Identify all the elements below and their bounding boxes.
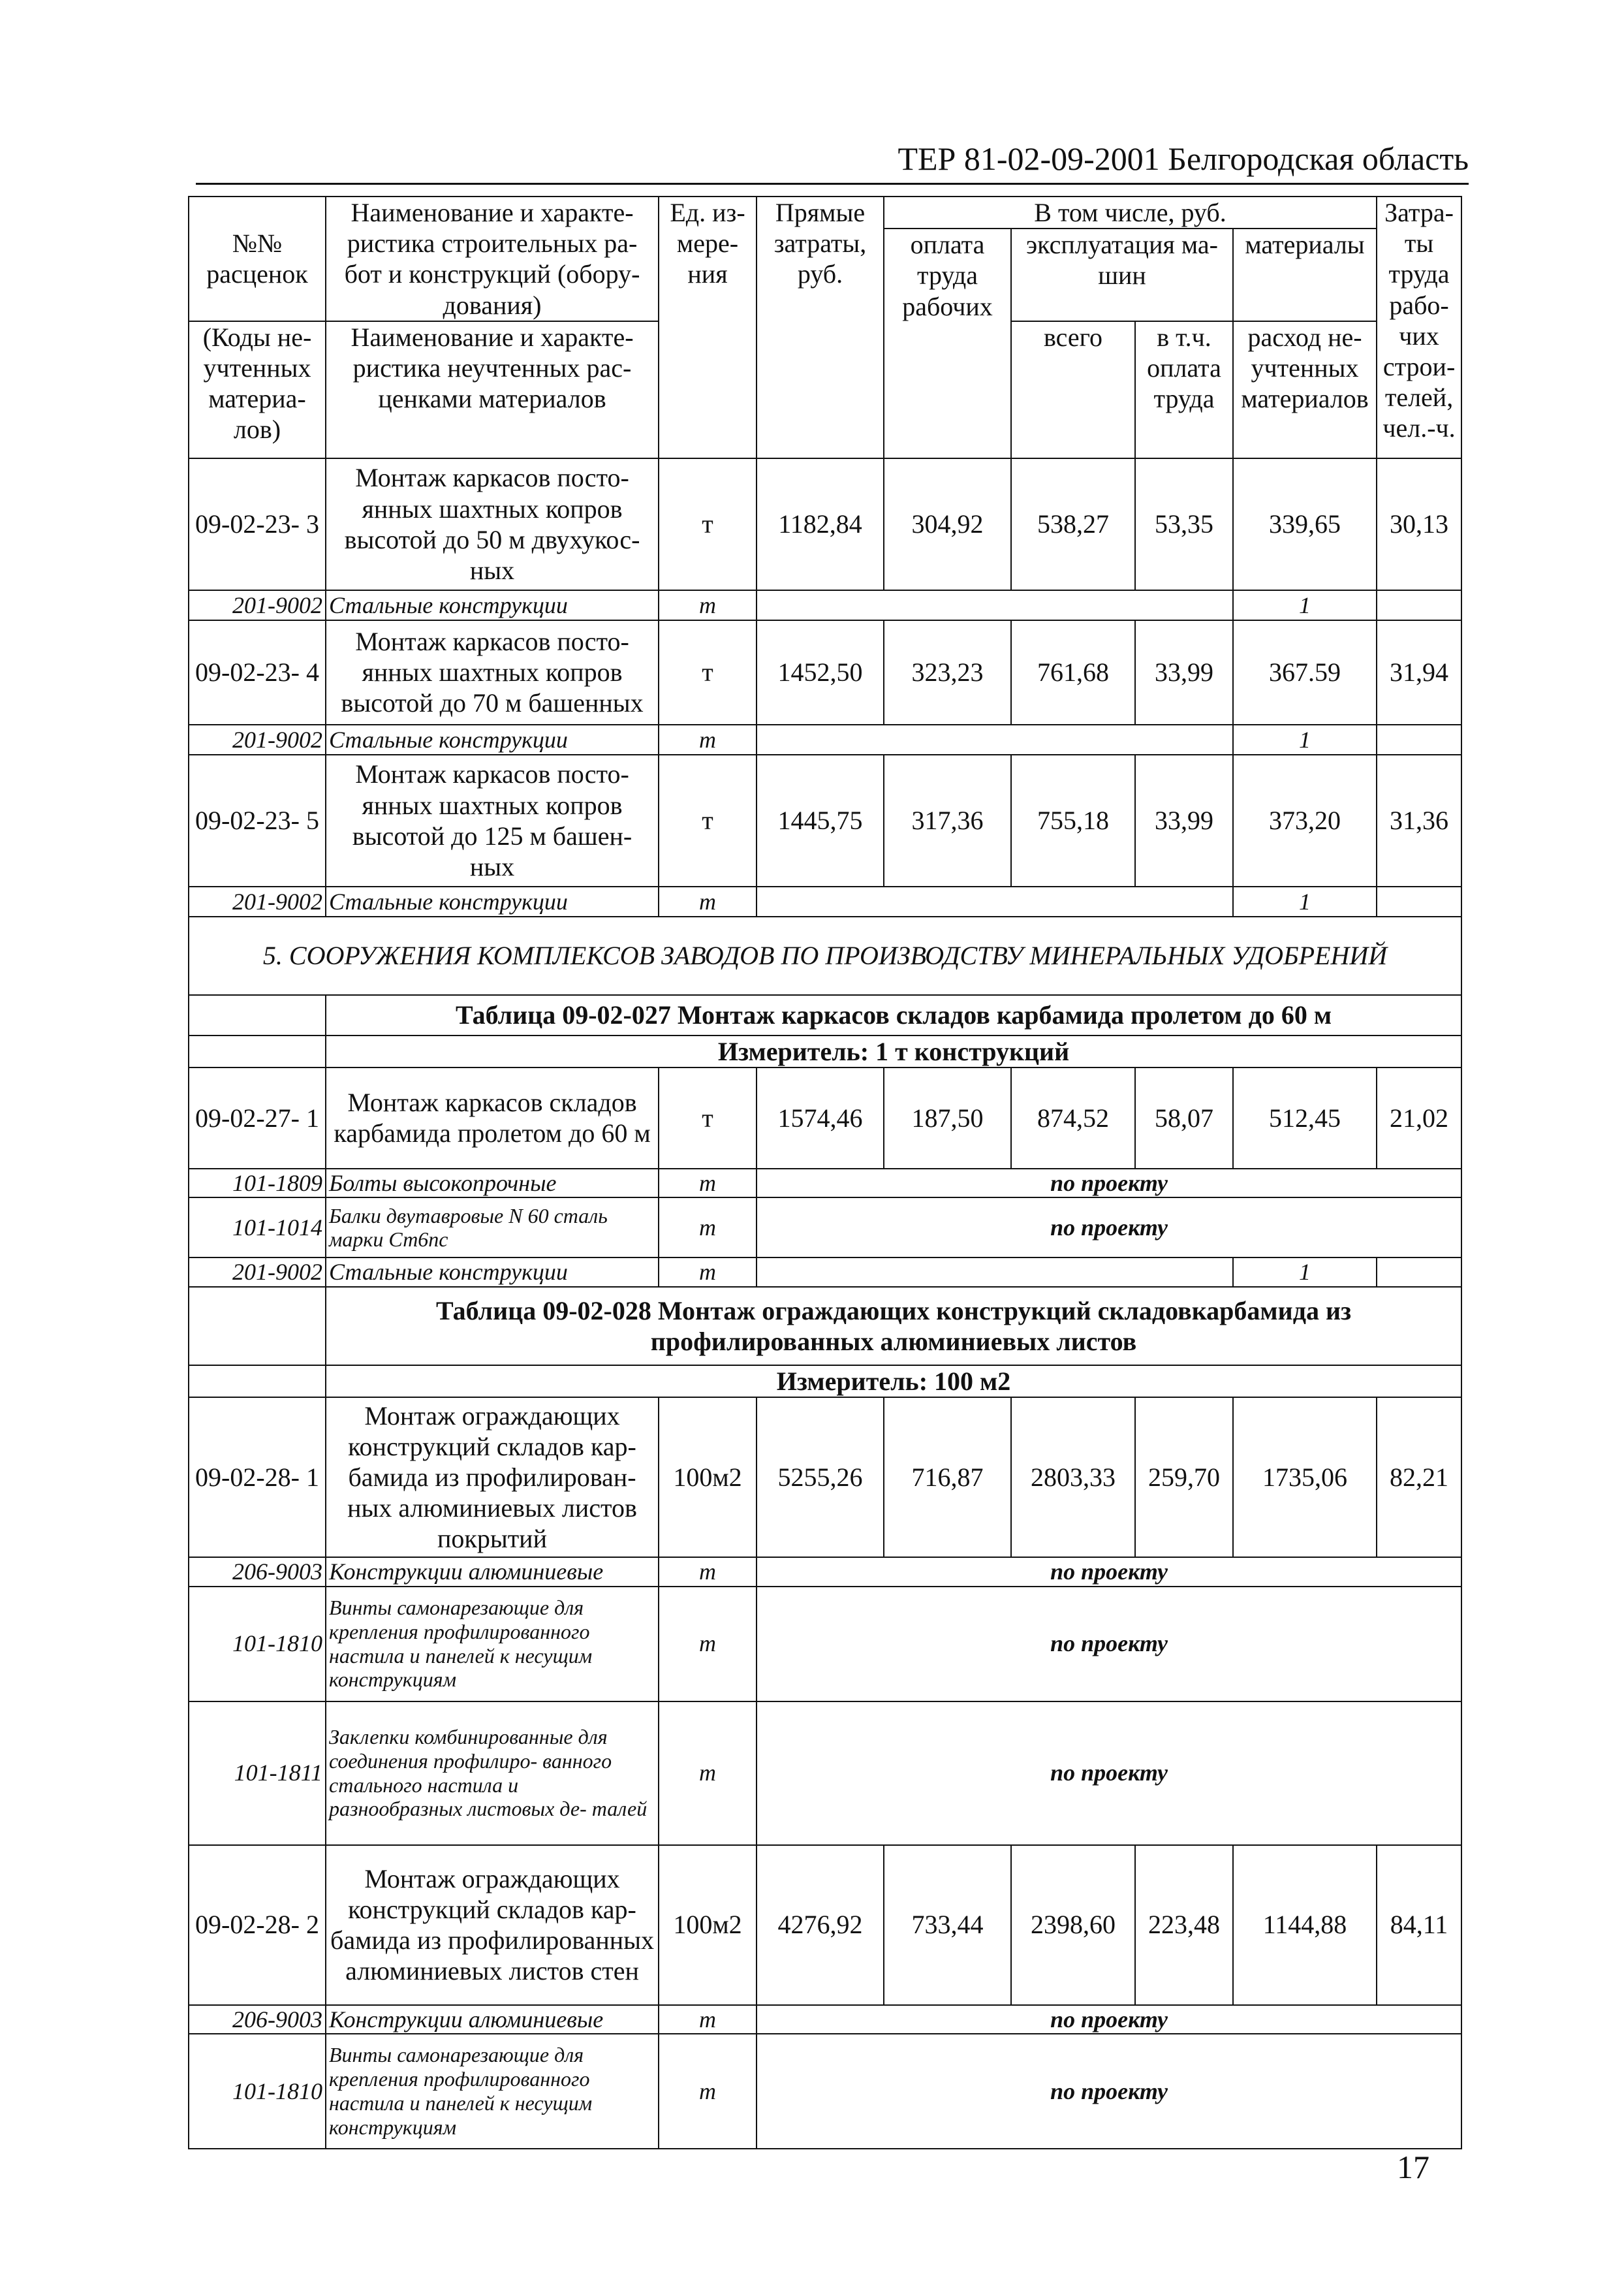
row-code: 09-02-28- 2 xyxy=(189,1845,326,2005)
row-machines: 761,68 xyxy=(1011,620,1135,725)
material-qty: по проекту xyxy=(757,1587,1461,1701)
material-qty: по проекту xyxy=(757,1701,1461,1845)
material-name: Балки двутавровые N 60 сталь марки Ст6пс xyxy=(326,1197,659,1257)
material-name: Стальные конструкции xyxy=(326,590,659,620)
col-code-header: №№ расценок xyxy=(189,197,326,321)
row-name: Монтаж каркасов посто- янных шахтных копров высотой до 70 м башенных xyxy=(326,620,659,725)
price-table xyxy=(188,196,1462,2149)
material-unit: т xyxy=(659,1257,757,1286)
material-row xyxy=(189,1557,1461,1586)
row-direct: 1574,46 xyxy=(757,1067,884,1169)
material-name: Стальные конструкции xyxy=(326,1257,659,1286)
row-machines-pay: 33,99 xyxy=(1135,755,1233,887)
row-direct: 4276,92 xyxy=(757,1845,884,2005)
material-unit: т xyxy=(659,887,757,917)
table-meter: Измеритель: 1 т конструкций xyxy=(326,1036,1461,1067)
material-unit: т xyxy=(659,1197,757,1257)
row-machines-pay: 58,07 xyxy=(1135,1067,1233,1169)
row-code: 09-02-27- 1 xyxy=(189,1067,326,1169)
row-machines: 2398,60 xyxy=(1011,1845,1135,2005)
table-row xyxy=(189,1845,1461,2005)
col-unaccounted-header: расход не- учтенных материалов xyxy=(1233,321,1377,458)
material-unit: т xyxy=(659,1587,757,1701)
material-unit: т xyxy=(659,590,757,620)
material-qty: 1 xyxy=(1233,887,1377,917)
row-labor: 323,23 xyxy=(884,620,1011,725)
material-blank xyxy=(1377,887,1461,917)
material-row xyxy=(189,590,1461,620)
material-code: 201-9002 xyxy=(189,590,326,620)
table-row xyxy=(189,1397,1461,1557)
title-blank xyxy=(189,1287,326,1365)
row-name: Монтаж ограждающих конструкций складов кар- бамида из профилирован- ных алюминиевых листов покрытий xyxy=(326,1397,659,1557)
material-name: Конструкции алюминиевые xyxy=(326,1557,659,1586)
material-qty: 1 xyxy=(1233,725,1377,755)
row-labor: 733,44 xyxy=(884,1845,1011,2005)
material-unit: т xyxy=(659,2005,757,2034)
table-row xyxy=(189,620,1461,725)
row-name: Монтаж каркасов посто- янных шахтных копров высотой до 50 м двухукос- ных xyxy=(326,458,659,590)
table-row xyxy=(189,458,1461,590)
row-unit: т xyxy=(659,1067,757,1169)
material-row xyxy=(189,1169,1461,1197)
row-code: 09-02-28- 1 xyxy=(189,1397,326,1557)
header-rule xyxy=(196,183,1469,185)
row-direct: 5255,26 xyxy=(757,1397,884,1557)
row-labor-hours: 31,36 xyxy=(1377,755,1461,887)
material-blank xyxy=(757,1257,1233,1286)
material-name: Конструкции алюминиевые xyxy=(326,2005,659,2034)
row-name: Монтаж каркасов посто- янных шахтных копров высотой до 125 м башен- ных xyxy=(326,755,659,887)
col-labor-header: оплата труда рабочих xyxy=(884,229,1011,458)
material-blank xyxy=(757,590,1233,620)
row-unit: т xyxy=(659,755,757,887)
material-row xyxy=(189,725,1461,755)
table-row xyxy=(189,755,1461,887)
material-code: 206-9003 xyxy=(189,2005,326,2034)
material-blank xyxy=(1377,1257,1461,1286)
row-code: 09-02-23- 5 xyxy=(189,755,326,887)
material-row xyxy=(189,2005,1461,2034)
material-name: Винты самонарезающие для крепления профилированного настила и панелей к несущим конструкциям xyxy=(326,1587,659,1701)
meter-row xyxy=(189,1365,1461,1397)
material-name: Стальные конструкции xyxy=(326,725,659,755)
row-labor: 304,92 xyxy=(884,458,1011,590)
row-materials: 367.59 xyxy=(1233,620,1377,725)
material-qty: по проекту xyxy=(757,2034,1461,2149)
row-machines: 755,18 xyxy=(1011,755,1135,887)
table-title-row xyxy=(189,1287,1461,1365)
material-unit: т xyxy=(659,1169,757,1197)
meter-blank xyxy=(189,1036,326,1067)
col-materials-header: материалы xyxy=(1233,229,1377,321)
row-labor-hours: 21,02 xyxy=(1377,1067,1461,1169)
material-name: Винты самонарезающие для крепления профилированного настила и панелей к несущим конструкциям xyxy=(326,2034,659,2149)
material-qty: 1 xyxy=(1233,1257,1377,1286)
col-direct-header: Прямые затраты, руб. xyxy=(757,197,884,458)
table-meter: Измеритель: 100 м2 xyxy=(326,1365,1461,1397)
col-machines-pay-header: в т.ч. оплата труда xyxy=(1135,321,1233,458)
col-machines-total-header: всего xyxy=(1011,321,1135,458)
row-machines-pay: 53,35 xyxy=(1135,458,1233,590)
row-name: Монтаж каркасов складов карбамида пролетом до 60 м xyxy=(326,1067,659,1169)
col-name-header: Наименование и характе- ристика строительных ра- бот и конструкций (обору- дования) xyxy=(326,197,659,321)
row-materials: 512,45 xyxy=(1233,1067,1377,1169)
material-code: 101-1014 xyxy=(189,1197,326,1257)
material-row xyxy=(189,1701,1461,1845)
row-direct: 1182,84 xyxy=(757,458,884,590)
col-name-subheader: Наименование и характе- ристика неучтенных рас- ценками материалов xyxy=(326,321,659,458)
material-row xyxy=(189,1587,1461,1701)
row-labor: 716,87 xyxy=(884,1397,1011,1557)
row-machines-pay: 259,70 xyxy=(1135,1397,1233,1557)
material-row xyxy=(189,2034,1461,2149)
material-row xyxy=(189,1257,1461,1286)
material-qty: по проекту xyxy=(757,1169,1461,1197)
row-unit: 100м2 xyxy=(659,1397,757,1557)
col-code-subheader: (Коды не- учтенных материа- лов) xyxy=(189,321,326,458)
col-unit-header: Ед. из- мере- ния xyxy=(659,197,757,458)
table-title-row xyxy=(189,995,1461,1036)
material-code: 101-1811 xyxy=(189,1701,326,1845)
row-materials: 339,65 xyxy=(1233,458,1377,590)
material-blank xyxy=(1377,725,1461,755)
material-unit: т xyxy=(659,1557,757,1586)
row-machines-pay: 223,48 xyxy=(1135,1845,1233,2005)
material-qty: 1 xyxy=(1233,590,1377,620)
material-qty: по проекту xyxy=(757,1557,1461,1586)
row-unit: т xyxy=(659,458,757,590)
row-materials: 373,20 xyxy=(1233,755,1377,887)
table-title: Таблица 09-02-027 Монтаж каркасов складов карбамида пролетом до 60 м xyxy=(326,995,1461,1036)
material-code: 101-1810 xyxy=(189,2034,326,2149)
row-labor: 317,36 xyxy=(884,755,1011,887)
material-name: Заклепки комбинированные для соединения профилиро- ванного стального настила и разнообразных листовых де- талей xyxy=(326,1701,659,1845)
row-labor-hours: 31,94 xyxy=(1377,620,1461,725)
section-heading: 5. СООРУЖЕНИЯ КОМПЛЕКСОВ ЗАВОДОВ ПО ПРОИЗВОДСТВУ МИНЕРАЛЬНЫХ УДОБРЕНИЙ xyxy=(189,917,1461,995)
material-code: 201-9002 xyxy=(189,1257,326,1286)
material-name: Болты высокопрочные xyxy=(326,1169,659,1197)
material-qty: по проекту xyxy=(757,2005,1461,2034)
material-code: 101-1810 xyxy=(189,1587,326,1701)
document-header: ТЕР 81-02-09-2001 Белгородская область xyxy=(898,140,1469,177)
section-row xyxy=(189,917,1461,995)
row-machines: 874,52 xyxy=(1011,1067,1135,1169)
meter-row xyxy=(189,1036,1461,1067)
table-row xyxy=(189,1067,1461,1169)
row-direct: 1445,75 xyxy=(757,755,884,887)
row-machines: 538,27 xyxy=(1011,458,1135,590)
row-labor-hours: 84,11 xyxy=(1377,1845,1461,2005)
material-unit: т xyxy=(659,2034,757,2149)
row-direct: 1452,50 xyxy=(757,620,884,725)
material-row xyxy=(189,887,1461,917)
material-code: 201-9002 xyxy=(189,725,326,755)
meter-blank xyxy=(189,1365,326,1397)
row-machines: 2803,33 xyxy=(1011,1397,1135,1557)
material-unit: т xyxy=(659,1701,757,1845)
material-code: 101-1809 xyxy=(189,1169,326,1197)
material-blank xyxy=(757,887,1233,917)
material-blank xyxy=(1377,590,1461,620)
material-unit: т xyxy=(659,725,757,755)
row-materials: 1735,06 xyxy=(1233,1397,1377,1557)
col-machines-header: эксплуатация ма- шин xyxy=(1011,229,1233,321)
row-code: 09-02-23- 3 xyxy=(189,458,326,590)
material-code: 206-9003 xyxy=(189,1557,326,1586)
material-row xyxy=(189,1197,1461,1257)
row-materials: 1144,88 xyxy=(1233,1845,1377,2005)
col-incl-header: В том числе, руб. xyxy=(884,197,1377,229)
row-machines-pay: 33,99 xyxy=(1135,620,1233,725)
row-labor-hours: 30,13 xyxy=(1377,458,1461,590)
material-code: 201-9002 xyxy=(189,887,326,917)
row-unit: 100м2 xyxy=(659,1845,757,2005)
material-name: Стальные конструкции xyxy=(326,887,659,917)
material-blank xyxy=(757,725,1233,755)
row-code: 09-02-23- 4 xyxy=(189,620,326,725)
title-blank xyxy=(189,995,326,1036)
row-labor: 187,50 xyxy=(884,1067,1011,1169)
row-name: Монтаж ограждающих конструкций складов кар- бамида из профилированных алюминиевых листов стен xyxy=(326,1845,659,2005)
page-number: 17 xyxy=(1397,2149,1429,2185)
material-qty: по проекту xyxy=(757,1197,1461,1257)
table-title: Таблица 09-02-028 Монтаж ограждающих конструкций складовкарбамида из профилированных алюминиевых листов xyxy=(326,1287,1461,1365)
row-labor-hours: 82,21 xyxy=(1377,1397,1461,1557)
row-unit: т xyxy=(659,620,757,725)
col-labor-cost-header: Затра- ты труда рабо- чих строи- телей, чел.-ч. xyxy=(1377,197,1461,458)
